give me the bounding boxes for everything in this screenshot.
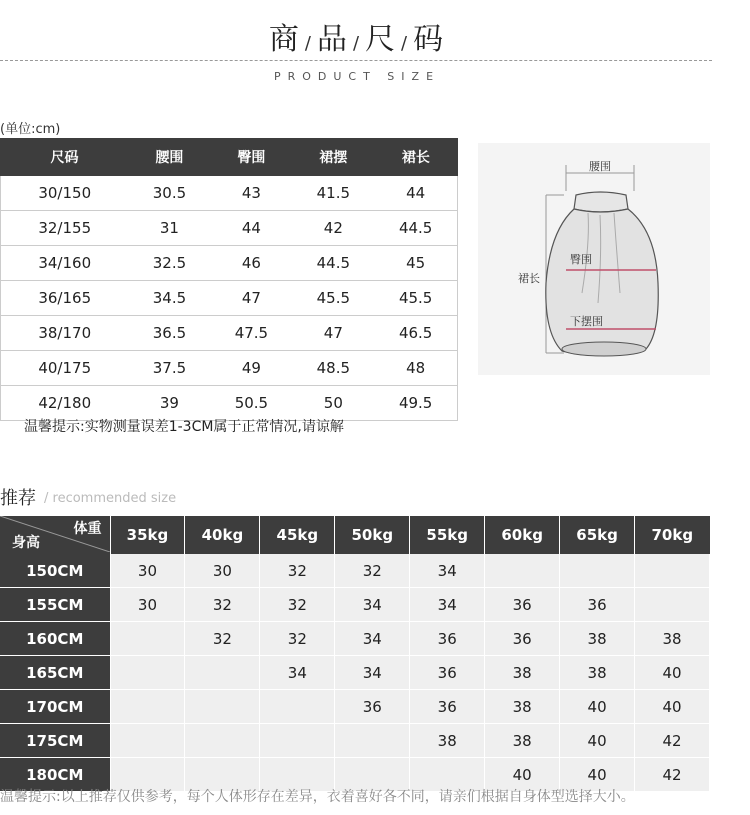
size-table-row [1, 176, 458, 211]
size-table-cell: 49.5 [374, 386, 457, 421]
size-table-cell: 31 [128, 211, 210, 246]
title-char: 尺 [365, 22, 398, 57]
recommend-size-cell [110, 656, 185, 690]
recommend-size-cell: 36 [485, 588, 560, 622]
recommend-size-cell [635, 588, 710, 622]
recommend-size-cell: 40 [560, 724, 635, 758]
size-table-cell: 36/165 [1, 281, 129, 316]
recommend-size-cell: 34 [335, 656, 410, 690]
size-table-cell: 44.5 [374, 211, 457, 246]
size-table-row [1, 351, 458, 386]
size-table-cell: 45.5 [292, 281, 374, 316]
recommend-size-cell [260, 724, 335, 758]
size-table-cell: 48 [374, 351, 457, 386]
size-table-row [1, 281, 458, 316]
title-char: 码 [413, 22, 446, 57]
weight-header-cell: 60kg [485, 516, 560, 554]
recommend-size-cell: 32 [260, 588, 335, 622]
recommend-size-cell: 34 [410, 554, 485, 588]
recommend-table-body [0, 554, 710, 792]
size-table-cell: 44 [374, 176, 457, 211]
size-table-cell: 34/160 [1, 246, 129, 281]
recommend-size-cell: 32 [260, 554, 335, 588]
skirt-measurement-diagram [478, 143, 710, 375]
size-table-body [1, 176, 458, 421]
recommend-corner-cell [0, 516, 110, 554]
size-table-cell: 47 [292, 316, 374, 351]
size-table-cell: 36.5 [128, 316, 210, 351]
recommend-size-cell: 32 [335, 554, 410, 588]
size-header-cell: 裙长 [374, 139, 457, 176]
weight-header-cell: 55kg [410, 516, 485, 554]
weight-header-cell: 35kg [110, 516, 185, 554]
size-table-row [1, 246, 458, 281]
recommend-tip: 温馨提示:以上推荐仅供参考，每个人体形存在差异，衣着喜好各不同，请亲们根据自身体型选择大小。 [0, 789, 635, 805]
size-table-cell: 30.5 [128, 176, 210, 211]
recommend-size-cell: 34 [260, 656, 335, 690]
size-table-cell: 41.5 [292, 176, 374, 211]
size-table-cell: 46 [210, 246, 292, 281]
recommend-size-cell [185, 690, 260, 724]
recommend-size-cell: 40 [560, 758, 635, 792]
title-char: 品 [316, 22, 349, 57]
height-row-label: 175CM [0, 724, 110, 758]
size-table-cell: 38/170 [1, 316, 129, 351]
size-table [0, 138, 458, 421]
page-subtitle: PRODUCT SIZE [273, 70, 441, 83]
size-table-cell: 49 [210, 351, 292, 386]
recommend-size-cell: 34 [410, 588, 485, 622]
skirt-body [546, 209, 658, 356]
size-header-cell: 臀围 [210, 139, 292, 176]
recommend-subtitle: / recommended size [44, 491, 177, 506]
height-row-label: 155CM [0, 588, 110, 622]
height-row-label: 150CM [0, 554, 110, 588]
recommend-size-cell: 36 [485, 622, 560, 656]
recommend-table-row [0, 554, 710, 588]
recommend-size-cell: 38 [485, 724, 560, 758]
recommend-size-cell: 30 [185, 554, 260, 588]
size-table-cell: 34.5 [128, 281, 210, 316]
waist-label: 腰围 [589, 160, 611, 173]
recommend-size-cell: 38 [410, 724, 485, 758]
title-separator: / [401, 33, 410, 54]
title-separator: / [304, 33, 313, 54]
weight-header-cell: 40kg [185, 516, 260, 554]
recommend-size-cell: 38 [560, 656, 635, 690]
page-title [0, 14, 714, 58]
title-char: 商 [268, 22, 301, 57]
recommend-size-cell: 40 [635, 690, 710, 724]
recommend-size-cell [110, 690, 185, 724]
recommend-size-cell: 38 [485, 656, 560, 690]
weight-header-cell: 45kg [260, 516, 335, 554]
size-table-cell: 47.5 [210, 316, 292, 351]
recommend-size-cell [335, 724, 410, 758]
size-table-cell: 32/155 [1, 211, 129, 246]
unit-note: (单位:cm) [0, 122, 61, 137]
recommend-size-cell [485, 554, 560, 588]
size-table-cell: 47 [210, 281, 292, 316]
weight-header-cell: 50kg [335, 516, 410, 554]
skirt-illustration [478, 143, 710, 375]
hip-label: 臀围 [570, 253, 592, 266]
recommend-size-cell: 40 [485, 758, 560, 792]
size-table-cell: 45.5 [374, 281, 457, 316]
recommend-table-row [0, 588, 710, 622]
corner-height-label: 身高 [12, 535, 40, 551]
recommend-size-cell: 32 [185, 622, 260, 656]
size-header-cell: 腰围 [128, 139, 210, 176]
skirt-hem [562, 342, 646, 356]
recommend-size-cell: 40 [560, 690, 635, 724]
size-table-cell: 45 [374, 246, 457, 281]
height-row-label: 170CM [0, 690, 110, 724]
recommend-size-cell: 38 [485, 690, 560, 724]
recommend-size-cell: 36 [410, 690, 485, 724]
recommend-table [0, 516, 710, 792]
recommend-header-row [0, 516, 710, 554]
size-table-cell: 44.5 [292, 246, 374, 281]
recommend-size-cell: 32 [260, 622, 335, 656]
size-table-cell: 50 [292, 386, 374, 421]
size-table-row [1, 211, 458, 246]
size-header-cell: 尺码 [1, 139, 129, 176]
size-table-cell: 39 [128, 386, 210, 421]
recommend-size-cell: 34 [335, 588, 410, 622]
recommend-size-cell: 42 [635, 758, 710, 792]
size-table-cell: 43 [210, 176, 292, 211]
weight-header-cell: 65kg [560, 516, 635, 554]
corner-weight-label: 体重 [73, 521, 102, 537]
recommend-size-cell: 30 [110, 588, 185, 622]
weight-header-cell: 70kg [635, 516, 710, 554]
hem-label: 下摆围 [570, 315, 603, 328]
recommend-size-cell: 42 [635, 724, 710, 758]
size-table-cell: 44 [210, 211, 292, 246]
recommend-size-cell: 36 [410, 622, 485, 656]
size-table-cell: 30/150 [1, 176, 129, 211]
size-table-cell: 37.5 [128, 351, 210, 386]
recommend-title: 推荐 [0, 488, 36, 509]
size-table-header-row [1, 139, 458, 176]
height-row-label: 180CM [0, 758, 110, 792]
length-label: 裙长 [518, 272, 540, 285]
recommend-size-cell: 32 [185, 588, 260, 622]
size-table-cell: 32.5 [128, 246, 210, 281]
recommend-size-cell: 40 [635, 656, 710, 690]
header-divider [0, 60, 712, 61]
size-table-cell: 46.5 [374, 316, 457, 351]
size-table-cell: 42 [292, 211, 374, 246]
height-row-label: 160CM [0, 622, 110, 656]
skirt-waistband [574, 192, 628, 212]
recommend-size-cell: 38 [635, 622, 710, 656]
recommend-size-cell [635, 554, 710, 588]
recommend-size-cell [185, 656, 260, 690]
recommend-size-cell: 36 [560, 588, 635, 622]
recommend-size-cell [110, 724, 185, 758]
recommend-size-cell: 34 [335, 622, 410, 656]
recommend-size-cell: 36 [410, 656, 485, 690]
recommend-size-cell [260, 690, 335, 724]
recommend-size-cell [560, 554, 635, 588]
height-row-label: 165CM [0, 656, 110, 690]
recommend-table-row [0, 690, 710, 724]
size-table-cell: 40/175 [1, 351, 129, 386]
recommend-table-row [0, 656, 710, 690]
size-table-cell: 48.5 [292, 351, 374, 386]
size-table-cell: 42/180 [1, 386, 129, 421]
recommend-size-cell: 36 [335, 690, 410, 724]
size-table-cell: 50.5 [210, 386, 292, 421]
size-table-row [1, 316, 458, 351]
size-header-cell: 裙摆 [292, 139, 374, 176]
recommend-size-cell [110, 622, 185, 656]
recommend-table-row [0, 724, 710, 758]
measurement-tip: 温馨提示:实物测量误差1-3CM属于正常情况,请谅解 [24, 419, 344, 435]
recommend-size-cell: 30 [110, 554, 185, 588]
recommend-size-cell [185, 724, 260, 758]
title-separator: / [352, 33, 362, 54]
recommend-size-cell: 38 [560, 622, 635, 656]
recommend-table-row [0, 622, 710, 656]
